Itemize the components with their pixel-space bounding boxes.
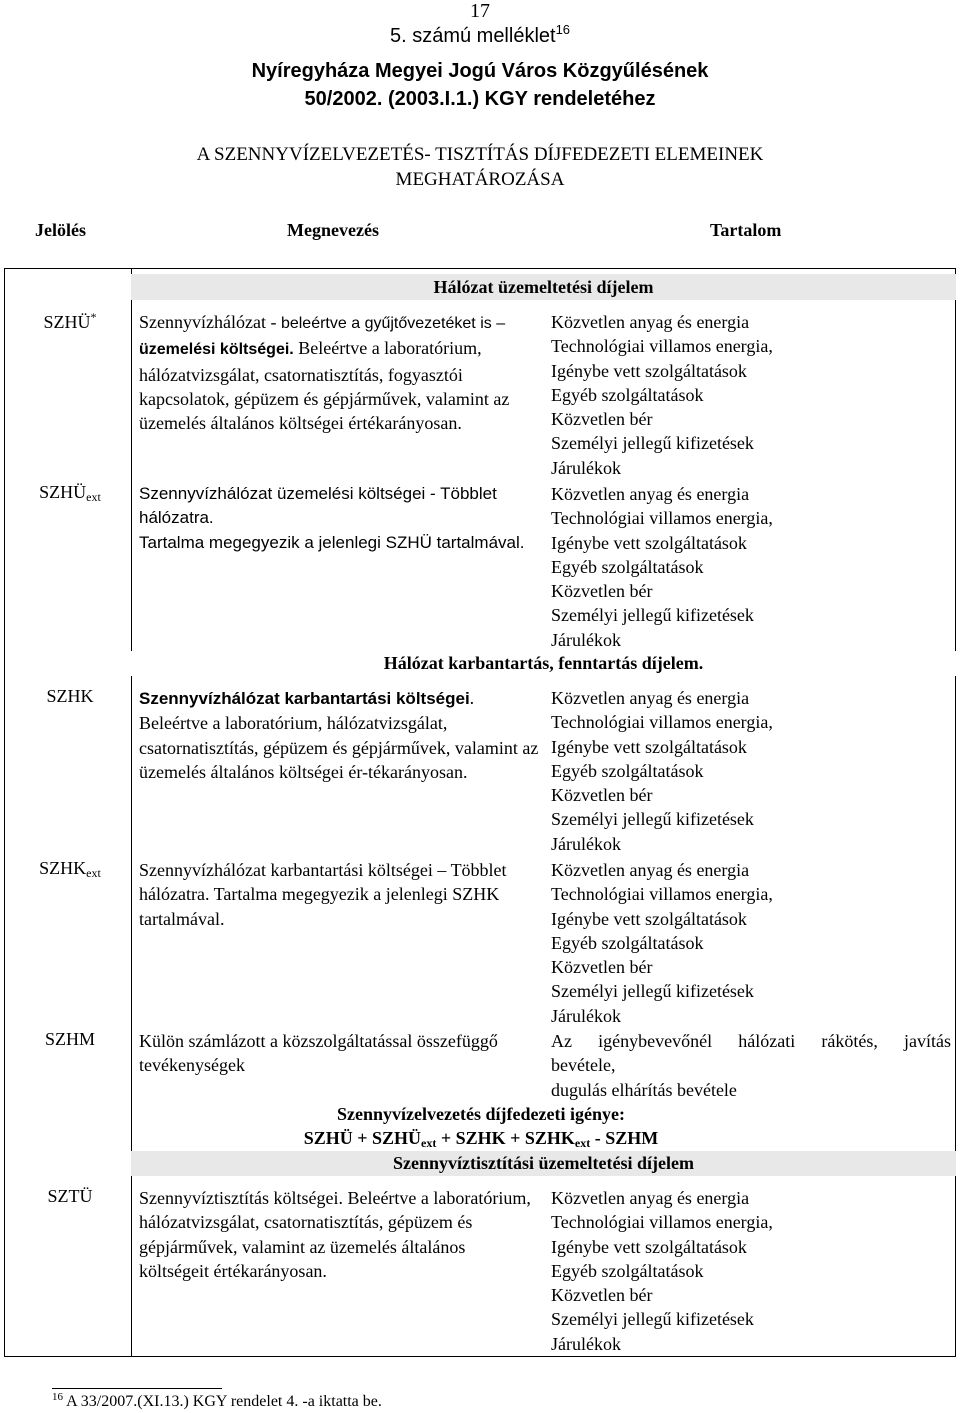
table-bottom-border xyxy=(4,1356,956,1357)
cost-item: Személyi jellegű kifizetések xyxy=(551,1309,754,1330)
footnote-separator xyxy=(52,1388,222,1389)
cost-item: Igénybe vett szolgáltatások xyxy=(551,1236,747,1257)
cost-item: Közvetlen anyag és energia xyxy=(551,312,750,332)
name-szhu: Szennyvízhálózat - beleértve a gyűjtővezetéket is – üzemelési költségei. Beleértve a laboratórium, hálózatvizsgálat, csatornatisztítás, fogyasztói kapcsolatok, gépüzem és gépjárművek, valamint az üzemelés általános költségei értékarányosan. xyxy=(139,312,510,434)
code-szhm: SZHM xyxy=(44,1029,95,1049)
cost-item: Közvetlen bér xyxy=(551,1285,653,1306)
cost-item: Egyéb szolgáltatások xyxy=(551,932,704,953)
cost-item: Igénybe vett szolgáltatások xyxy=(551,908,747,929)
cost-item: Közvetlen bér xyxy=(551,957,653,978)
footnote xyxy=(52,1391,382,1411)
cost-item: Egyéb szolgáltatások xyxy=(551,1260,704,1281)
table-left-border xyxy=(4,268,5,1357)
cost-item: Járulékok xyxy=(551,629,621,650)
cost-item: Igénybe vett szolgáltatások xyxy=(551,736,747,757)
code-szhu-ext: $SZHÜ_{ext}$ xyxy=(39,482,101,504)
column-header-code: Jelölés xyxy=(35,220,86,240)
section-network-maintenance: Hálózat karbantartás, fenntartás díjelem. xyxy=(131,651,956,676)
footnote-ref: 16 xyxy=(52,1391,63,1403)
name-szhu-ext: Szennyvízhálózat üzemelési költségei - Többlet hálózatra. Tartalma megegyezik a jelenlegi SZHÜ tartalmával. xyxy=(139,484,525,552)
cost-item: Közvetlen anyag és energia xyxy=(551,484,750,504)
content-szhu-ext xyxy=(551,482,951,652)
cost-item: Járulékok xyxy=(551,1005,621,1026)
cost-item: Egyéb szolgáltatások xyxy=(551,760,704,781)
cost-item: Közvetlen bér xyxy=(551,785,653,806)
content-szhm xyxy=(551,1029,951,1102)
cost-item: Személyi jellegű kifizetések xyxy=(551,981,754,1002)
annex-text: 5. számú melléklet xyxy=(389,25,556,47)
content-sztu xyxy=(551,1186,951,1356)
name-szhk: Szennyvízhálózat karbantartási költségei. Beleértve a laboratórium, hálózatvizsgálat, csatornatisztítás, gépüzem és gépjárművek, valamint az üzemelés általános költségei ér-tékarányosan. xyxy=(139,688,539,782)
column-header-name: Megnevezés xyxy=(287,220,379,240)
code-sztu: SZTÜ xyxy=(47,1186,93,1206)
code-szhk: SZHK xyxy=(46,686,94,706)
cost-item: Közvetlen anyag és energia xyxy=(551,860,750,880)
cost-item: Személyi jellegű kifizetések xyxy=(551,605,754,626)
cost-item: Technológiai villamos energia, xyxy=(551,712,773,733)
document-title-line-2: MEGHATÁROZÁSA xyxy=(395,169,565,190)
table-column-divider xyxy=(131,268,132,1357)
annex-label xyxy=(0,22,960,48)
page-number: 17 xyxy=(470,0,490,22)
cost-item: Személyi jellegű kifizetések xyxy=(551,809,754,830)
cost-item: Közvetlen anyag és energia xyxy=(551,688,750,708)
cost-item: Közvetlen bér xyxy=(551,409,653,430)
cost-item: Technológiai villamos energia, xyxy=(551,336,773,357)
cost-item: Technológiai villamos energia, xyxy=(551,508,773,529)
cost-item: Egyéb szolgáltatások xyxy=(551,556,704,577)
szhm-content-line-2: bevétele, xyxy=(551,1055,616,1076)
cost-item: Közvetlen anyag és energia xyxy=(551,1188,750,1208)
cost-item: Személyi jellegű kifizetések xyxy=(551,433,754,454)
szhm-content-line-1: Az igénybevevőnél hálózati rákötés, javítás xyxy=(551,1031,951,1051)
cost-item: Közvetlen bér xyxy=(551,581,653,602)
formula-label: Szennyvízelvezetés díjfedezeti igénye: xyxy=(337,1104,625,1124)
cost-item: Járulékok xyxy=(551,1333,621,1354)
table-right-border xyxy=(955,268,956,1357)
cost-item: Járulékok xyxy=(551,833,621,854)
table-top-border xyxy=(4,268,956,269)
name-szhm: Külön számlázott a közszolgáltatással összefüggő tevékenységek xyxy=(139,1031,498,1076)
header-line-2: 50/2002. (2003.I.1.) KGY rendeletéhez xyxy=(304,88,656,110)
code-szhk-ext: $SZHK_{ext}$ xyxy=(39,858,101,880)
section-treatment: Szennyvíztisztítási üzemeltetési díjelem xyxy=(131,1151,956,1176)
szhm-content-line-3: dugulás elhárítás bevétele xyxy=(551,1079,737,1100)
section-network-operation: Hálózat üzemeltetési díjelem xyxy=(131,274,956,300)
content-szhk xyxy=(551,686,951,856)
content-szhk-ext xyxy=(551,858,951,1028)
annex-footnote-ref: 16 xyxy=(555,22,571,37)
name-szhk-ext: Szennyvízhálózat karbantartási költségei – Többlet hálózatra. Tartalma megegyezik a jelenlegi SZHK tartalmával. xyxy=(139,860,507,929)
code-szhu: SZHÜ* xyxy=(43,310,97,332)
cost-item: Technológiai villamos energia, xyxy=(551,1212,773,1233)
cost-item: Technológiai villamos energia, xyxy=(551,884,773,905)
cost-item: Igénybe vett szolgáltatások xyxy=(551,360,747,381)
name-sztu: Szennyvíztisztítás költségei. Beleértve a laboratórium, hálózatvizsgálat, csatornatisztítás, gépüzem és gépjárművek, valamint az üzemelés általános költségeit értékarányosan. xyxy=(139,1188,531,1281)
content-szhu xyxy=(551,310,951,480)
footnote-text: A 33/2007.(XI.13.) KGY rendelet 4. -a iktatta be. xyxy=(63,1393,382,1410)
formula-expression: SZHÜ + $SZHÜ_{ext}$ + SZHK + $SZHK_{ext}$ - SZHM xyxy=(303,1128,659,1150)
cost-item: Igénybe vett szolgáltatások xyxy=(551,532,747,553)
column-header-content: Tartalom xyxy=(710,220,782,240)
cost-item: Egyéb szolgáltatások xyxy=(551,384,704,405)
document-title-line-1: A SZENNYVÍZELVEZETÉS- TISZTÍTÁS DÍJFEDEZETI ELEMEINEK xyxy=(196,144,764,165)
header-line-1: Nyíregyháza Megyei Jogú Város Közgyűlésének xyxy=(251,60,709,82)
cost-item: Járulékok xyxy=(551,457,621,478)
